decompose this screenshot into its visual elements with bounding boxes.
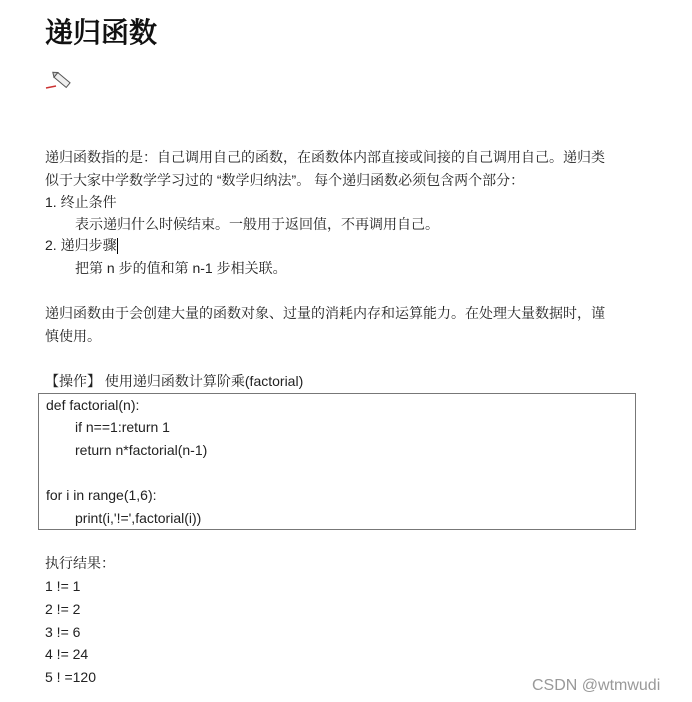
warning-line: 递归函数由于会创建大量的函数对象、过量的消耗内存和运算能力。在处理大量数据时，谨 — [45, 305, 605, 321]
part-heading: 1. 终止条件 — [45, 194, 117, 210]
result-line: 5 ! =120 — [45, 669, 96, 685]
result-line: 1 != 1 — [45, 578, 81, 594]
part-heading: 2. 递归步骤 — [45, 237, 117, 253]
code-line: for i in range(1,6): — [46, 487, 157, 503]
operation-label: 【操作】 使用递归函数计算阶乘(factorial) — [45, 373, 304, 389]
code-line: def factorial(n): — [46, 397, 140, 413]
code-line: if n==1:return 1 — [75, 419, 170, 435]
pencil-icon — [44, 68, 74, 92]
part-heading-row — [45, 236, 118, 254]
result-line: 2 != 2 — [45, 601, 81, 617]
page-title: 递归函数 — [45, 17, 158, 48]
part-desc: 把第 n 步的值和第 n-1 步相关联。 — [75, 260, 287, 276]
part-desc: 表示递归什么时候结束。一般用于返回值，不再调用自己。 — [75, 216, 439, 232]
code-line: return n*factorial(n-1) — [75, 442, 208, 458]
result-line: 3 != 6 — [45, 624, 81, 640]
warning-line: 慎使用。 — [45, 328, 101, 344]
text-cursor — [117, 238, 118, 254]
intro-line: 似于大家中学数学学习过的 “数学归纳法”。 每个递归函数必须包含两个部分： — [45, 172, 525, 188]
watermark: CSDN @wtmwudi — [532, 677, 661, 694]
result-line: 4 != 24 — [45, 646, 89, 662]
result-label: 执行结果： — [45, 555, 115, 571]
intro-line: 递归函数指的是：自己调用自己的函数，在函数体内部直接或间接的自己调用自己。递归类 — [45, 149, 605, 165]
code-line: print(i,'!=',factorial(i)) — [75, 510, 202, 526]
